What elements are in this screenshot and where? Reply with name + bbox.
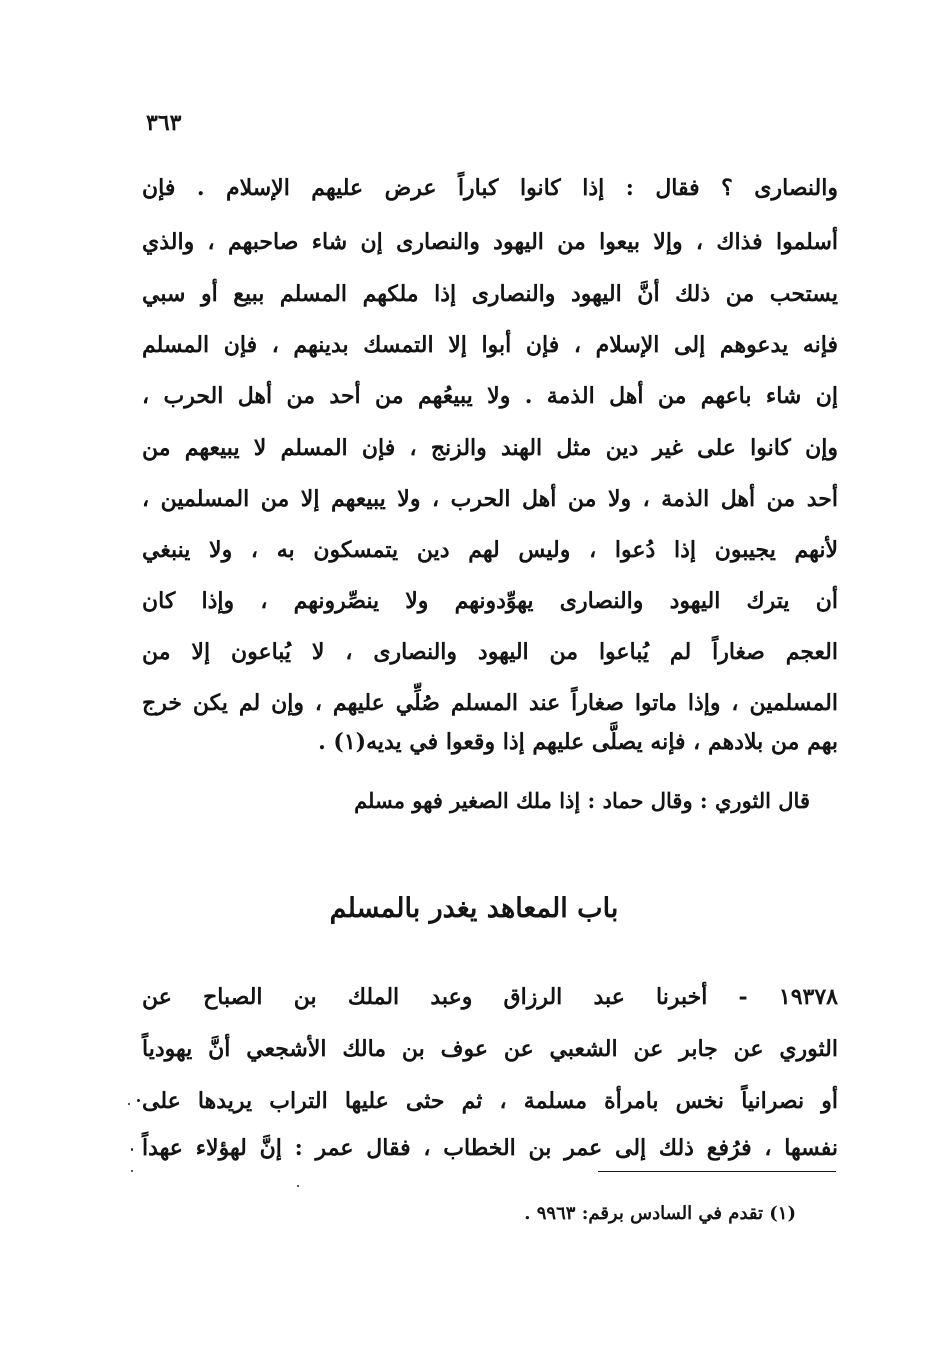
passage-line: بهم من بلادهم ، فإنه يصلَّى عليهم إذا وقعوا في يديه(١) .	[318, 729, 838, 755]
chapter-heading: باب المعاهد يغدر بالمسلم	[329, 893, 619, 924]
passage-line: يستحب من ذلك أنَّ اليهود والنصارى إذا ملكهم المسلم ببيع أو سبي	[142, 281, 838, 307]
scan-speck	[131, 1148, 133, 1151]
scan-speck	[297, 1185, 299, 1187]
passage-line: فإنه يدعوهم إلى الإسلام ، فإن أبوا إلا التمسك بدينهم ، فإن المسلم	[142, 332, 838, 358]
scan-speck	[137, 1099, 140, 1102]
footnote-divider	[598, 1171, 836, 1172]
passage-line: أن يترك اليهود والنصارى يهوِّدونهم ولا ينصِّرونهم ، وإذا كان	[142, 588, 838, 614]
passage-line: والنصارى ؟ فقال : إذا كانوا كباراً عرض عليهم الإسلام . فإن	[142, 175, 838, 201]
scan-speck	[131, 1170, 133, 1172]
chapter-line: أو نصرانياً نخس بامرأة مسلمة ، ثم حثى عليها التراب يريدها على	[142, 1088, 838, 1114]
passage-line: لأنهم يجيبون إذا دُعوا ، وليس لهم دين يتمسكون به ، ولا ينبغي	[142, 537, 838, 563]
page-number: ٣٦٣	[146, 110, 182, 136]
footnote: (١) تقدم في السادس برقم: ٩٩٦٣ .	[524, 1203, 796, 1224]
chapter-line: نفسها ، فرُفع ذلك إلى عمر بن الخطاب ، فقال عمر : إنَّ لهؤلاء عهداً	[142, 1135, 838, 1161]
passage-line: وإن كانوا على غير دين مثل الهند والزنج ، فإن المسلم لا يبيعهم من	[142, 435, 838, 461]
passage-line: إن شاء باعهم من أهل الذمة . ولا يبيعُهم من أحد من أهل الحرب ،	[142, 383, 838, 409]
passage-line: أسلموا فذاك ، وإلا بيعوا من اليهود والنصارى إن شاء صاحبهم ، والذي	[142, 229, 838, 255]
quoted-statement: قال الثوري : وقال حماد : إذا ملك الصغير فهو مسلم	[354, 788, 810, 813]
passage-line: أحد من أهل الذمة ، ولا من أهل الحرب ، ولا يبيعهم إلا من المسلمين ،	[142, 486, 838, 512]
chapter-line: الثوري عن جابر عن الشعبي عن عوف بن مالك الأشجعي أنَّ يهودياً	[142, 1036, 838, 1062]
scan-speck	[128, 1103, 130, 1105]
passage-line: العجم صغاراً لم يُباعوا من اليهود والنصارى ، لا يُباعون إلا من	[142, 639, 838, 665]
passage-line: المسلمين ، وإذا ماتوا صغاراً عند المسلم صُلِّي عليهم ، وإن لم يكن خرج	[142, 690, 838, 716]
chapter-line: ١٩٣٧٨ - أخبرنا عبد الرزاق وعبد الملك بن الصباح عن	[142, 984, 838, 1010]
